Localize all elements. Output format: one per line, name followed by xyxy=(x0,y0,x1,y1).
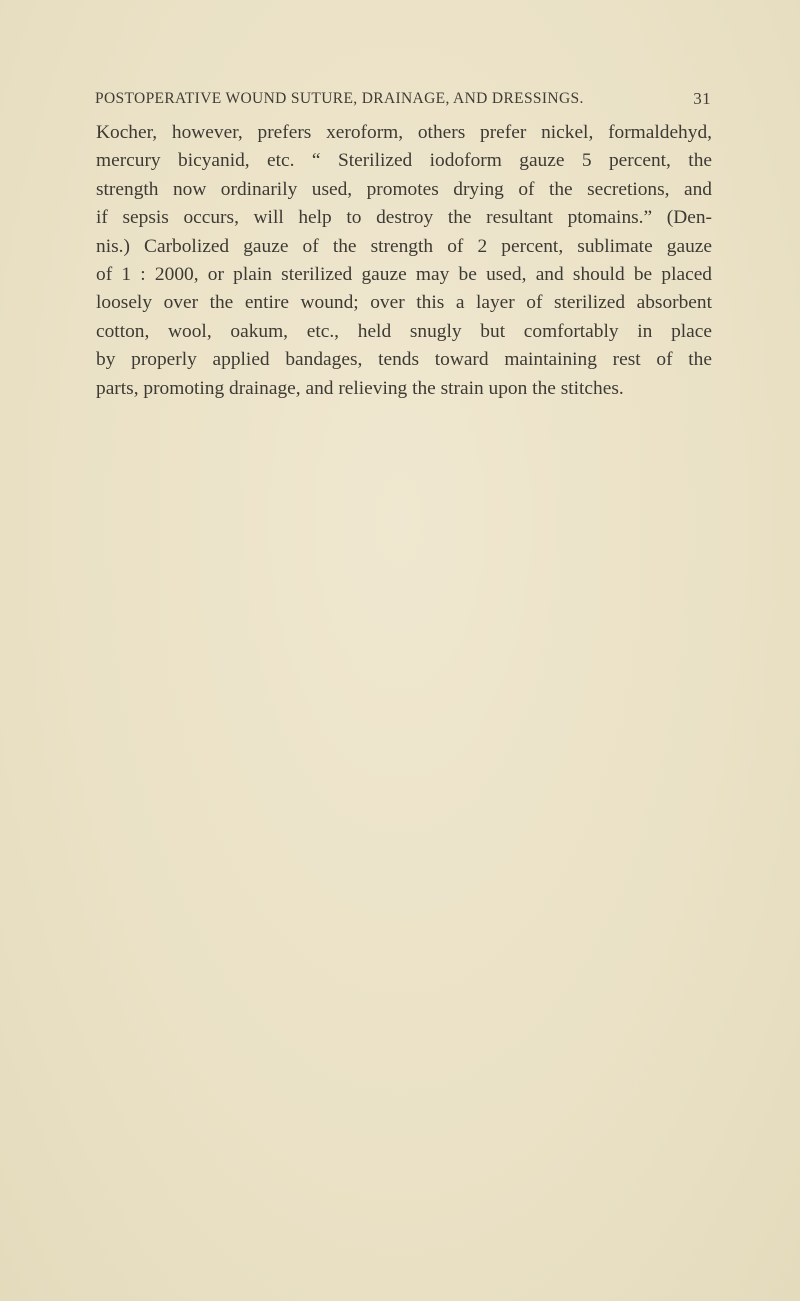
text-line: by properly applied bandages, tends toward maintaining rest of the xyxy=(96,349,712,371)
running-head xyxy=(95,90,711,112)
text-line: mercury bicyanid, etc. “ Sterilized iodoform gauze 5 percent, the xyxy=(96,150,712,172)
text-line: if sepsis occurs, will help to destroy the resultant ptomains.” (Den- xyxy=(96,207,712,229)
body-paragraph xyxy=(96,119,712,403)
text-line: of 1 : 2000, or plain sterilized gauze may be used, and should be placed xyxy=(96,263,712,285)
page-number: 31 xyxy=(693,89,711,108)
text-line: cotton, wool, oakum, etc., held snugly but comfortably in place xyxy=(96,320,712,342)
text-line: strength now ordinarily used, promotes drying of the secretions, and xyxy=(96,178,712,200)
text-line: nis.) Carbolized gauze of the strength of 2 percent, sublimate gauze xyxy=(96,235,712,257)
text-line: loosely over the entire wound; over this a layer of sterilized absorbent xyxy=(96,292,712,314)
running-title: POSTOPERATIVE WOUND SUTURE, DRAINAGE, AND DRESSINGS. xyxy=(95,90,584,107)
text-line: parts, promoting drainage, and relieving the strain upon the stitches. xyxy=(96,377,624,399)
text-line: Kocher, however, prefers xeroform, others prefer nickel, formaldehyd, xyxy=(96,122,712,143)
